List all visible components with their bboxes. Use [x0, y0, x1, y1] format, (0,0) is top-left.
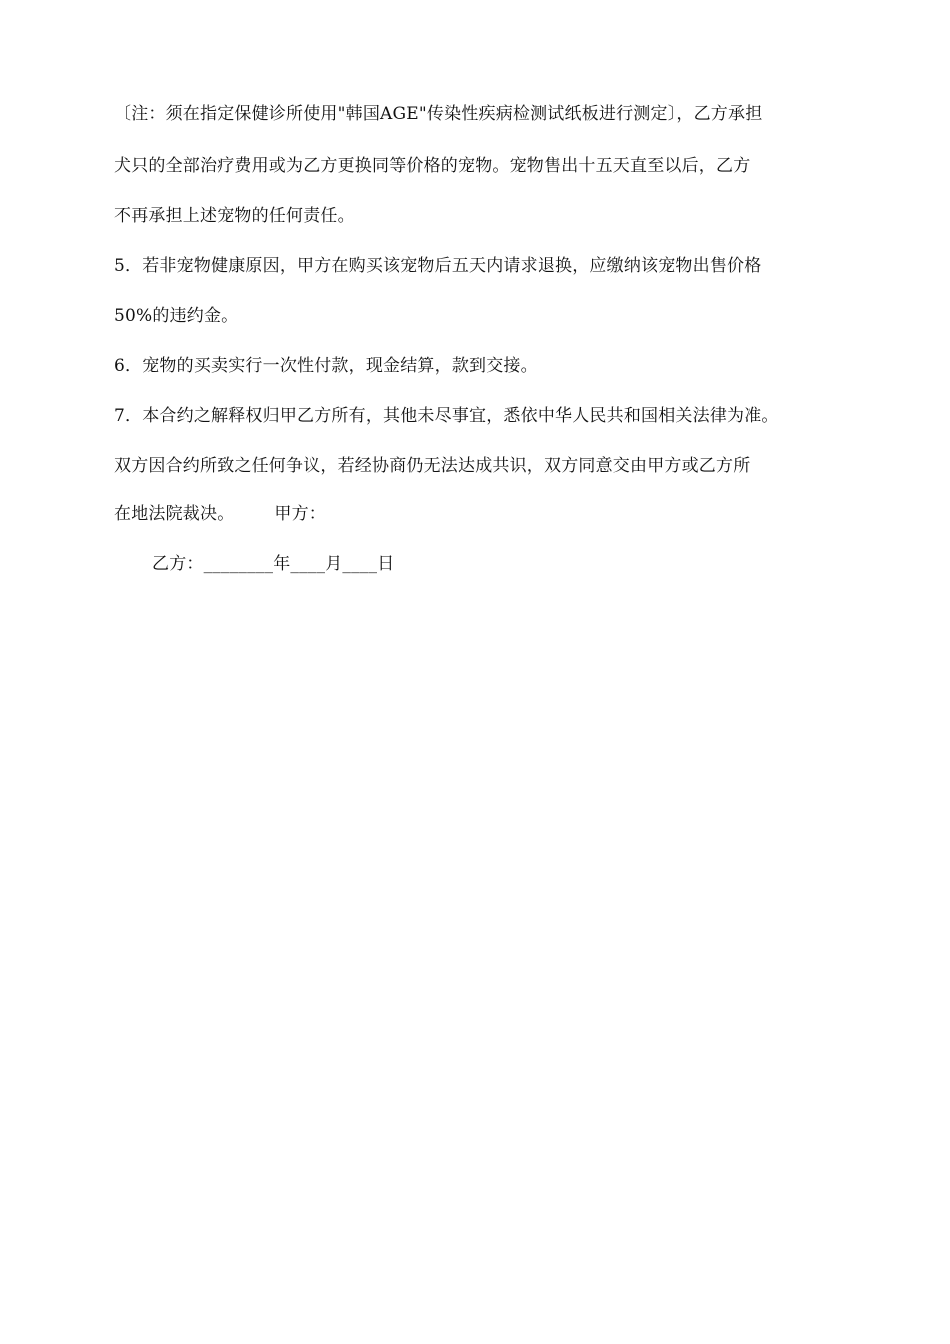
clause-5-line: 5．若非宠物健康原因，甲方在购买该宠物后五天内请求退换，应缴纳该宠物出售价格: [114, 256, 762, 276]
party-b-signature-date-line: 乙方：________年____月____日: [152, 554, 395, 574]
clause-7-final-text: 在地法院裁决。: [114, 504, 235, 524]
clause-7-final-line: [114, 502, 326, 526]
clause-7-continuation: 双方因合约所致之任何争议，若经协商仍无法达成共识，双方同意交由甲方或乙方所: [114, 456, 751, 476]
party-a-signature-label: 甲方：: [274, 504, 327, 524]
clause-6-line: 6．宠物的买卖实行一次性付款，现金结算，款到交接。: [114, 356, 538, 376]
paragraph-line-note: 〔注：须在指定保健诊所使用"韩国AGE"传染性疾病检测试纸板进行测定〕，乙方承担: [114, 104, 763, 124]
paragraph-line: 犬只的全部治疗费用或为乙方更换同等价格的宠物。宠物售出十五天直至以后，乙方: [114, 156, 751, 176]
clause-7-line: 7．本合约之解释权归甲乙方所有，其他未尽事宜，悉依中华人民共和国相关法律为准。: [114, 406, 779, 426]
clause-5-continuation: 50%的违约金。: [114, 306, 239, 326]
paragraph-line: 不再承担上述宠物的任何责任。: [114, 206, 355, 226]
